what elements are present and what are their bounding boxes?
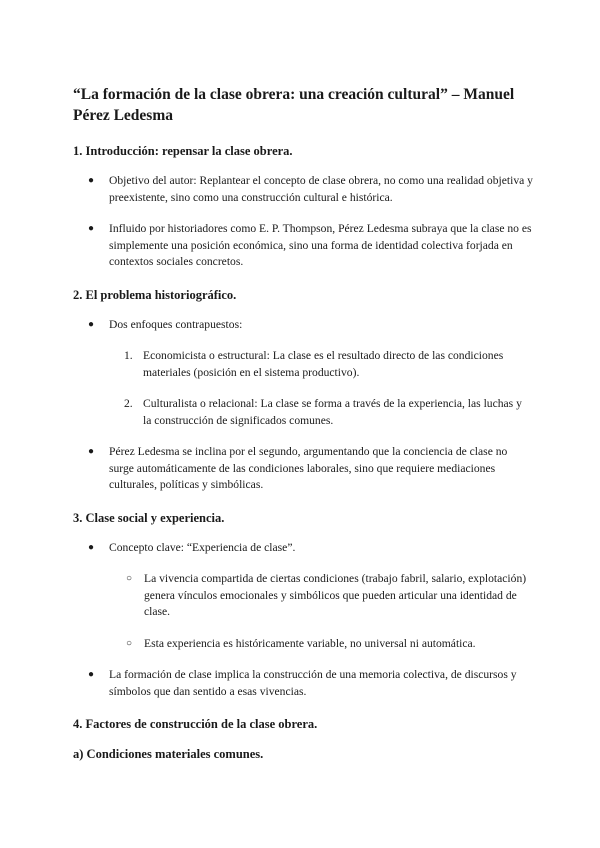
document-page <box>73 84 533 776</box>
list-item-text: Dos enfoques contrapuestos: <box>109 317 243 331</box>
numbered-item <box>73 396 533 429</box>
bullet-icon: ● <box>88 541 95 553</box>
bullet-icon: ● <box>88 318 95 330</box>
bullet-icon: ● <box>88 669 95 680</box>
list-item <box>73 540 533 557</box>
sub-list-item <box>73 571 533 621</box>
list-item-text: Concepto clave: “Experiencia de clase”. <box>109 540 296 554</box>
list-item <box>73 221 533 271</box>
list-item <box>73 317 533 334</box>
list-item <box>73 444 533 494</box>
section-4-heading: 4. Factores de construcción de la clase obrera. <box>73 717 318 731</box>
subsection-heading: a) Condiciones materiales comunes. <box>73 747 264 761</box>
document-title: “La formación de la clase obrera: una creación cultural” – Manuel Pérez Ledesma <box>73 86 515 124</box>
list-item <box>73 667 533 700</box>
number-marker: 2. <box>124 397 133 410</box>
circle-bullet-icon: ○ <box>126 637 133 649</box>
circle-bullet-icon: ○ <box>126 573 133 584</box>
bullet-icon: ● <box>88 446 95 457</box>
bullet-icon: ● <box>88 175 95 186</box>
sub-list-item-text: Esta experiencia es históricamente variable, no universal ni automática. <box>144 636 476 650</box>
section-2-heading: 2. El problema historiográfico. <box>73 287 237 302</box>
list-item-text: Objetivo del autor: Replantear el concepto de clase obrera, no como una realidad objetiva y preexistente, sino como una construcción cultural e histórica. <box>109 174 533 204</box>
numbered-item-text: Economicista o estructural: La clase es el resultado directo de las condiciones materiales (posición en el sistema productivo). <box>143 349 504 379</box>
list-item-text: Influido por historiadores como E. P. Thompson, Pérez Ledesma subraya que la clase no es simplemente una posición económica, sino una forma de identidad colectiva forjada en contextos sociales concretos. <box>109 222 532 268</box>
bullet-icon: ● <box>88 223 95 234</box>
sub-list-item-text: La vivencia compartida de ciertas condiciones (trabajo fabril, salario, explotación) genera vínculos emocionales y simbólicos que pueden articular una identidad de clase. <box>144 572 527 618</box>
section-3-heading: 3. Clase social y experiencia. <box>73 510 225 525</box>
sub-list-item <box>73 636 533 653</box>
list-item-text: Pérez Ledesma se inclina por el segundo, argumentando que la conciencia de clase no surge automáticamente de las condiciones laborales, sino que requiere mediaciones culturales, políticas y simbólicas. <box>109 445 508 491</box>
list-item-text: La formación de clase implica la construcción de una memoria colectiva, de discursos y símbolos que dan sentido a esas vivencias. <box>109 668 517 698</box>
number-marker: 1. <box>124 349 133 362</box>
numbered-item-text: Culturalista o relacional: La clase se forma a través de la experiencia, las luchas y la construcción de significados comunes. <box>143 397 522 427</box>
list-item <box>73 173 533 206</box>
section-1-heading: 1. Introducción: repensar la clase obrera. <box>73 144 293 158</box>
numbered-item <box>73 348 533 381</box>
